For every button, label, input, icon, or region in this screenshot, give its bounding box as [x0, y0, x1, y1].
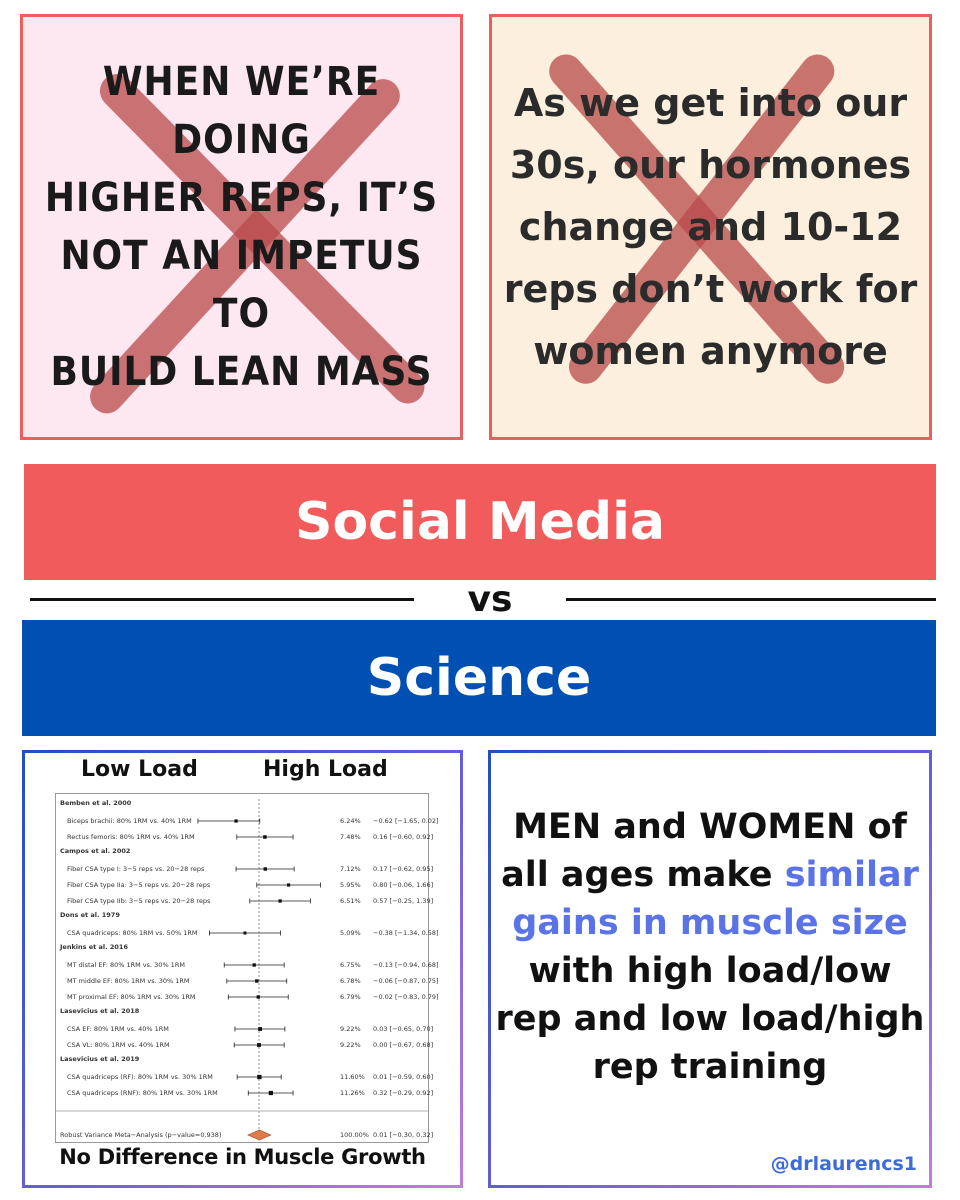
- effect-size-marker: [243, 931, 246, 934]
- row-label: CSA quadriceps (RF): 80% 1RM vs. 30% 1RM: [67, 1073, 213, 1081]
- effect-size-marker: [253, 963, 256, 966]
- effect-size-marker: [269, 1091, 273, 1095]
- row-ci: 0.32 [−0.29, 0.92]: [373, 1089, 434, 1097]
- row-label: CSA EF: 80% 1RM vs. 40% 1RM: [67, 1025, 169, 1033]
- row-label: Biceps brachii: 80% 1RM vs. 40% 1RM: [67, 817, 192, 825]
- claim-line: WHEN WE’RE DOING: [102, 59, 381, 163]
- study-name: Lasevicius et al. 2018: [60, 1007, 140, 1015]
- summary-label: Robust Variance Meta−Analysis (p−value=0.938): [60, 1131, 222, 1139]
- row-ci: 0.01 [−0.59, 0.60]: [373, 1073, 434, 1081]
- low-load-label: Low Load: [81, 757, 198, 782]
- row-label: CSA quadriceps (RNF): 80% 1RM vs. 30% 1RM: [67, 1089, 218, 1097]
- claim-text-higher-reps: [37, 53, 447, 401]
- claim-card-hormones: [489, 14, 932, 440]
- claim-text-hormones: [496, 72, 926, 382]
- study-name: Dons et al. 1979: [60, 911, 120, 919]
- study-name: Bemben et al. 2000: [60, 799, 132, 807]
- effect-size-marker: [258, 1027, 262, 1031]
- row-label: CSA quadriceps: 80% 1RM vs. 50% 1RM: [67, 929, 198, 937]
- row-label: Fiber CSA type IIb: 3−5 reps vs. 20−28 reps: [67, 897, 211, 905]
- claim-line: BUILD LEAN MASS: [50, 349, 433, 395]
- row-label: Fiber CSA type I: 3−5 reps vs. 20−28 reps: [67, 865, 205, 873]
- forest-plot: [55, 793, 439, 1143]
- claim-line: As we get into our: [513, 81, 908, 125]
- finding-text-before: MEN and WOMEN of all ages make: [501, 807, 907, 895]
- claim-line: change and 10-12: [518, 205, 903, 249]
- row-weight: 6.24%: [340, 817, 361, 825]
- claim-line: 30s, our hormones: [509, 143, 912, 187]
- divider-line-left: [30, 598, 414, 601]
- row-ci: −0.06 [−0.87, 0.75]: [373, 977, 439, 985]
- row-weight: 11.60%: [340, 1073, 365, 1081]
- row-weight: 6.75%: [340, 961, 361, 969]
- row-weight: 9.22%: [340, 1041, 361, 1049]
- finding-text-after: with high load/low rep and low load/high rep training: [495, 951, 925, 1087]
- study-name: Jenkins et al. 2016: [60, 943, 128, 951]
- row-label: CSA VL: 80% 1RM vs. 40% 1RM: [67, 1041, 170, 1049]
- row-ci: 0.03 [−0.65, 0.70]: [373, 1025, 434, 1033]
- row-ci: 0.00 [−0.67, 0.68]: [373, 1041, 434, 1049]
- claim-card-higher-reps: [20, 14, 463, 440]
- divider-line-right: [566, 598, 936, 601]
- author-handle: @drlaurencs1: [770, 1153, 917, 1175]
- row-label: MT distal EF: 80% 1RM vs. 30% 1RM: [67, 961, 185, 969]
- row-weight: 5.09%: [340, 929, 361, 937]
- claim-line: reps don’t work for: [503, 267, 918, 311]
- claim-line: NOT AN IMPETUS TO: [60, 233, 423, 337]
- effect-size-marker: [257, 995, 260, 998]
- vs-divider: [24, 578, 936, 622]
- forest-plot-panel: [22, 750, 463, 1188]
- science-finding-text: [491, 803, 929, 1091]
- vs-label: vs: [467, 579, 513, 620]
- row-weight: 9.22%: [340, 1025, 361, 1033]
- row-ci: −0.02 [−0.83, 0.79]: [373, 993, 439, 1001]
- row-ci: −0.62 [−1.65, 0.02]: [373, 817, 439, 825]
- row-label: MT middle EF: 80% 1RM vs. 30% 1RM: [67, 977, 190, 985]
- study-name: Campos et al. 2002: [60, 847, 131, 855]
- study-name: Lasevicius et al. 2019: [60, 1055, 140, 1063]
- effect-size-marker: [263, 835, 266, 838]
- claim-line: women anymore: [533, 329, 888, 373]
- summary-ci: 0.01 [−0.30, 0.32]: [373, 1131, 434, 1139]
- effect-size-marker: [264, 867, 267, 870]
- row-weight: 6.79%: [340, 993, 361, 1001]
- row-weight: 6.51%: [340, 897, 361, 905]
- effect-size-marker: [287, 883, 290, 886]
- row-ci: 0.80 [−0.06, 1.66]: [373, 881, 434, 889]
- row-ci: 0.16 [−0.60, 0.92]: [373, 833, 434, 841]
- row-label: MT proximal EF: 80% 1RM vs. 30% 1RM: [67, 993, 196, 1001]
- row-ci: 0.57 [−0.25, 1.39]: [373, 897, 434, 905]
- science-banner: [22, 620, 936, 736]
- row-weight: 7.48%: [340, 833, 361, 841]
- row-weight: 7.12%: [340, 865, 361, 873]
- row-label: Fiber CSA type IIa: 3−5 reps vs. 20−28 reps: [67, 881, 211, 889]
- effect-size-marker: [234, 819, 237, 822]
- science-title: Science: [366, 648, 592, 708]
- claim-line: HIGHER REPS, IT’S: [44, 175, 439, 221]
- row-weight: 5.95%: [340, 881, 361, 889]
- effect-size-marker: [257, 1043, 261, 1047]
- row-label: Rectus femoris: 80% 1RM vs. 40% 1RM: [67, 833, 195, 841]
- summary-weight: 100.00%: [340, 1131, 369, 1139]
- social-media-banner: [24, 464, 936, 580]
- effect-size-marker: [255, 979, 258, 982]
- row-ci: 0.17 [−0.62, 0.95]: [373, 865, 434, 873]
- high-load-label: High Load: [263, 757, 388, 782]
- finding-highlight: similar gains in muscle size: [512, 855, 919, 943]
- row-ci: −0.13 [−0.94, 0.68]: [373, 961, 439, 969]
- row-weight: 6.78%: [340, 977, 361, 985]
- effect-size-marker: [257, 1075, 261, 1079]
- forest-plot-caption: No Difference in Muscle Growth: [59, 1145, 426, 1169]
- science-finding-panel: [488, 750, 932, 1188]
- row-weight: 11.26%: [340, 1089, 365, 1097]
- row-ci: −0.38 [−1.34, 0.58]: [373, 929, 439, 937]
- effect-size-marker: [278, 899, 281, 902]
- social-media-title: Social Media: [295, 492, 665, 552]
